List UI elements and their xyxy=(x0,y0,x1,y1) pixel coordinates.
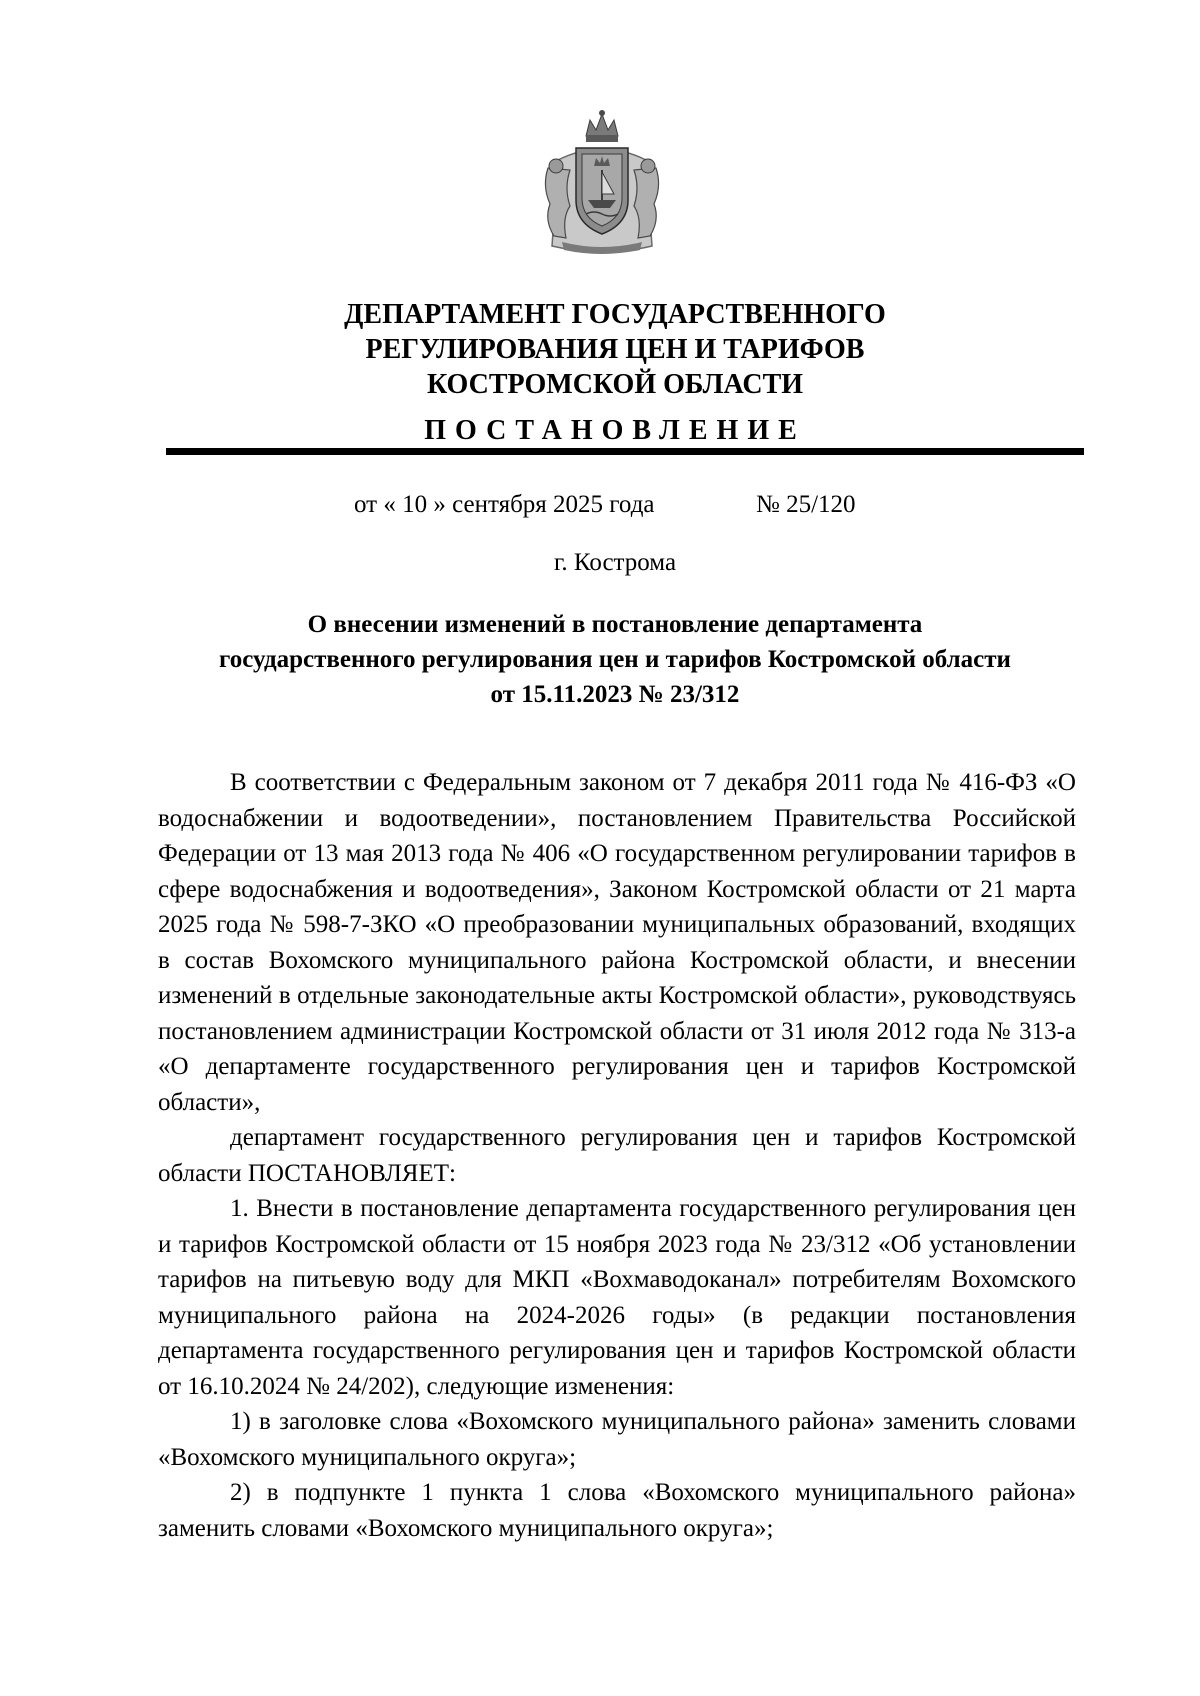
kostroma-oblast-coat-of-arms-icon xyxy=(540,108,664,258)
decree-number: № 25/120 xyxy=(756,491,856,518)
decree-title xyxy=(150,607,1080,712)
decree-title-line: от 15.11.2023 № 23/312 xyxy=(490,681,740,708)
department-name-line: КОСТРОМСКОЙ ОБЛАСТИ xyxy=(426,369,804,400)
decree-date: от « 10 » сентября 2025 года xyxy=(354,491,655,518)
document-type-heading: ПОСТАНОВЛЕНИЕ xyxy=(424,415,806,446)
body-paragraph-item-1: 1. Внести в постановление департамента государственного регулирования цен и тарифов Костромской области от 15 ноября 2023 года № 23/312 «Об установлении тарифов на питьевую воду для МКП «Вохмаводоканал» потребителям Вохомского муниципального района на 2024-2026 годы» (в редакции постановления департамента государственного регулирования цен и тарифов Костромской области от 16.10.2024 № 24/202), следующие изменения: xyxy=(158,1195,1076,1400)
body-paragraph-resolves: департамент государственного регулирования цен и тарифов Костромской области ПОСТАНОВЛЯЕТ: xyxy=(158,1124,1076,1187)
department-name-line: ДЕПАРТАМЕНТ ГОСУДАРСТВЕННОГО xyxy=(344,299,886,330)
decree-city: г. Кострома xyxy=(553,549,677,576)
decree-body xyxy=(158,765,1076,1546)
header-divider xyxy=(166,448,1084,455)
department-name-line: РЕГУЛИРОВАНИЯ ЦЕН И ТАРИФОВ xyxy=(365,334,865,365)
body-paragraph-preamble: В соответствии с Федеральным законом от 7 декабря 2011 года № 416-ФЗ «О водоснабжении и водоотведении», постановлением Правительства Российской Федерации от 13 мая 2013 года № 406 «О государственном регулировании тарифов в сфере водоснабжения и водоотведения», Законом Костромской области от 21 марта 2025 года № 598-7-ЗКО «О преобразовании муниципальных образований, входящих в состав Вохомского муниципального района Костромской области, и внесении изменений в отдельные законодательные акты Костромской области», руководствуясь постановлением администрации Костромской области от 31 июля 2012 года № 313-а «О департаменте государственного регулирования цен и тарифов Костромской области», xyxy=(158,769,1076,1116)
decree-title-line: государственного регулирования цен и тарифов Костромской области xyxy=(219,646,1011,673)
body-paragraph-subitem-1: 1) в заголовке слова «Вохомского муниципального района» заменить словами «Вохомского муниципального округа»; xyxy=(158,1408,1076,1471)
department-name xyxy=(150,297,1080,402)
body-paragraph-subitem-2: 2) в подпункте 1 пункта 1 слова «Вохомского муниципального района» заменить словами «Вохомского муниципального округа»; xyxy=(158,1479,1076,1542)
decree-title-line: О внесении изменений в постановление департамента xyxy=(307,611,923,638)
